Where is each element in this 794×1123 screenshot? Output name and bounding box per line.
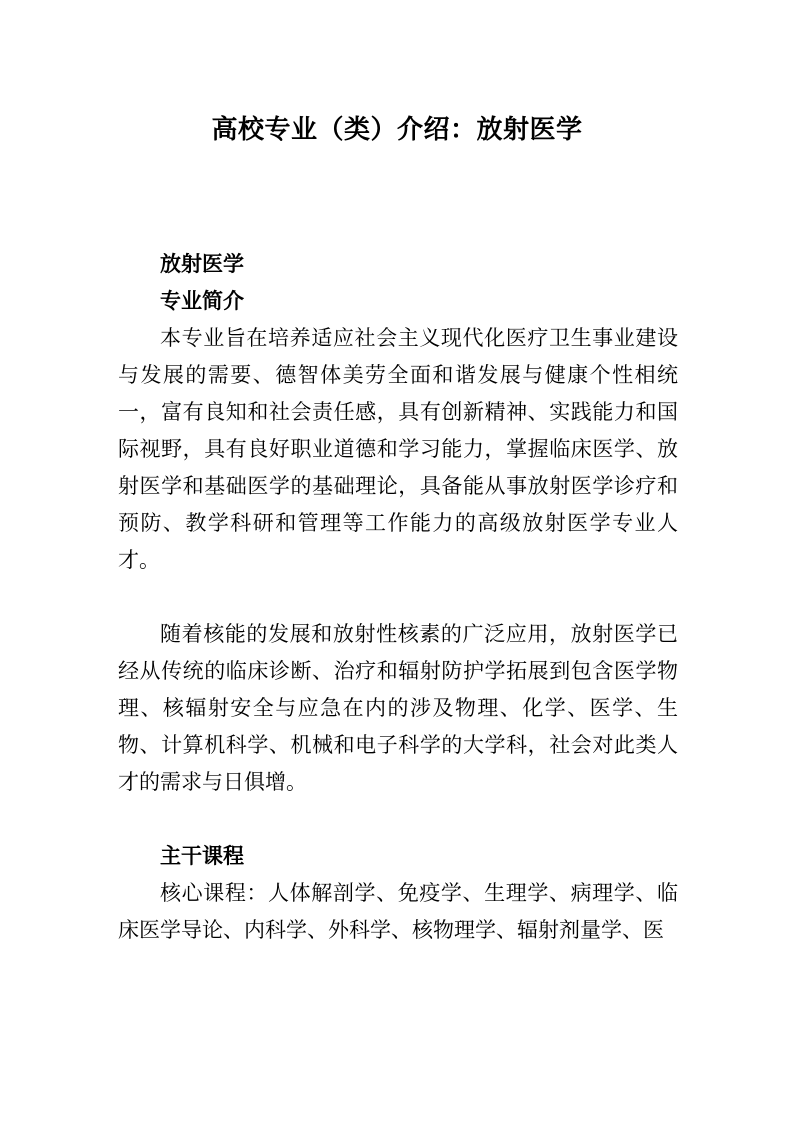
document-title: 高校专业（类）介绍：放射医学: [211, 115, 583, 145]
document-body: [118, 246, 678, 949]
intro-paragraph-2: 随着核能的发展和放射性核素的广泛应用，放射医学已经从传统的临床诊断、治疗和辐射防护学拓展到包含医学物理、核辐射安全与应急在内的涉及物理、化学、医学、生物、计算机科学、机械和电子科学的大学科，社会对此类人才的需求与日俱增。: [118, 622, 678, 794]
intro-heading: 专业简介: [160, 289, 244, 313]
courses-paragraph: 核心课程：人体解剖学、免疫学、生理学、病理学、临床医学导论、内科学、外科学、核物理学、辐射剂量学、医: [118, 881, 678, 942]
courses-heading: 主干课程: [160, 844, 244, 868]
major-name-heading: 放射医学: [160, 252, 244, 276]
paragraph-gap: [118, 801, 678, 838]
intro-paragraph-1: 本专业旨在培养适应社会主义现代化医疗卫生事业建设与发展的需要、德智体美劳全面和谐发展与健康个性相统一，富有良知和社会责任感，具有创新精神、实践能力和国际视野，具有良好职业道德和学习能力，掌握临床医学、放射医学和基础医学的基础理论，具备能从事放射医学诊疗和预防、教学科研和管理等工作能力的高级放射医学专业人才。: [118, 326, 678, 572]
paragraph-gap: [118, 579, 678, 616]
